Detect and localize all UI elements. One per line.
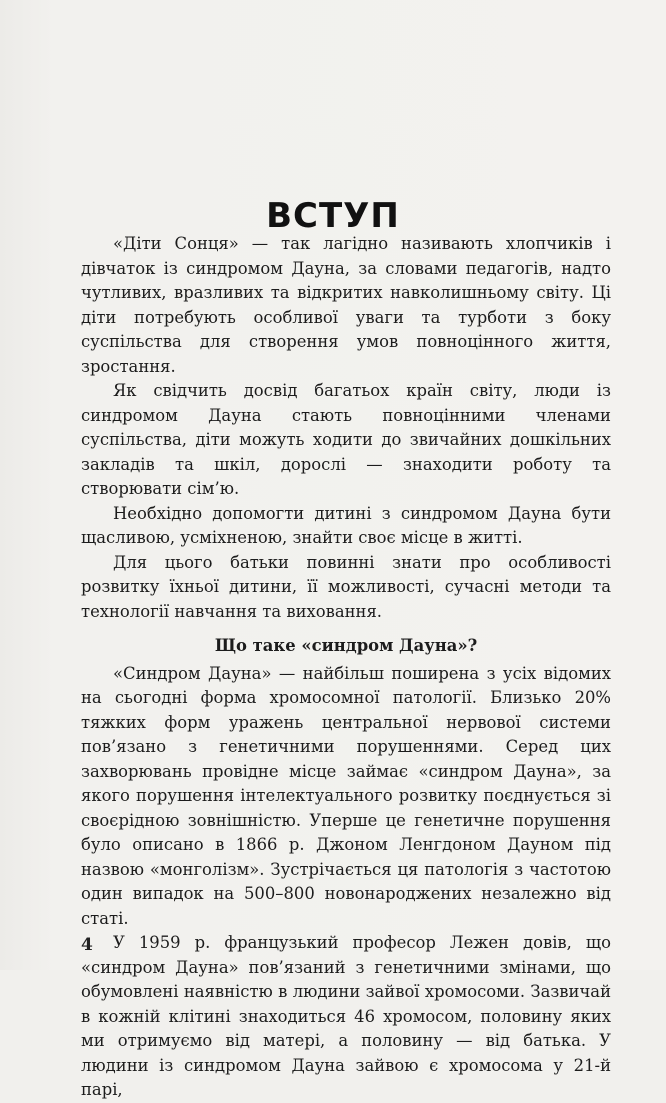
paragraph: «Діти Сонця» — так лагідно називають хлопчиків і дівчаток із синдромом Дауна, за словами педагогів, надто чутливих, вразливих та відкритих навколишньому світу. Ці діти потребують особливої уваги та турботи з боку суспільства для створення умов повноцінного життя, зростання.: [81, 234, 611, 376]
paragraph: Необхідно допомогти дитині з синдромом Дауна бути щасливою, усміхненою, знайти своє місце в житті.: [81, 503, 611, 547]
chapter-title: ВСТУП: [266, 196, 400, 236]
paragraph: Для цього батьки повинні знати про особливості розвитку їхньої дитини, її можливості, сучасні методи та технології навчання та виховання.: [81, 552, 611, 621]
section-heading: Що таке «синдром Дауна»?: [214, 636, 478, 655]
page-content: [81, 232, 611, 1103]
paragraph: Як свідчить досвід багатьох країн світу, люди із синдромом Дауна стають повноцінними членами суспільства, діти можуть ходити до звичайних дошкільних закладів та шкіл, дорослі — знаходити роботу та створювати сім’ю.: [81, 381, 611, 498]
paragraph: У 1959 р. французький професор Лежен довів, що «синдром Дауна» пов’язаний з генетичними змінами, що обумовлені наявністю в людини зайвої хромосоми. Зазвичай в кожній клітині знаходиться 46 хромосом, половину яких ми отримуємо від матері, а половину — від батька. У людини із синдромом Дауна зайвою є хромосома у 21-й парі,: [81, 933, 611, 1099]
paragraph: «Синдром Дауна» — найбільш поширена з усіх відомих на сьогодні форма хромосомної патології. Близько 20% тяжких форм уражень центральної нервової системи пов’язано з генетичними порушеннями. Серед цих захворювань провідне місце займає «синдром Дауна», за якого порушення інтелектуального розвитку поєднується зі своєрідною зовнішністю. Уперше це генетичне порушення було описано в 1866 р. Джоном Ленгдоном Дауном під назвою «монголізм». Зустрічається ця патологія з частотою один випадок на 500–800 новонароджених незалежно від статі.: [81, 663, 611, 928]
page-number: 4: [81, 935, 93, 955]
